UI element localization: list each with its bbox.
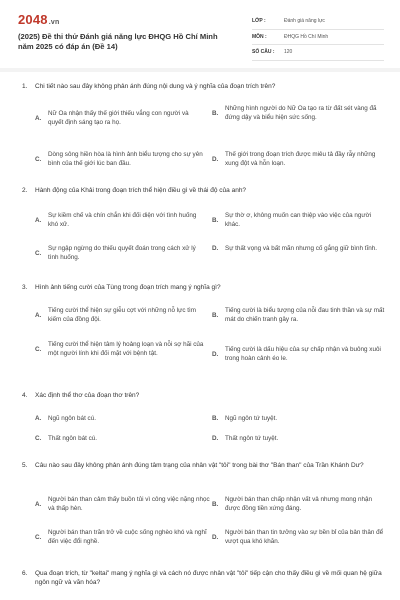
option-text: Sự thất vọng và bất mãn nhưng cố gắng giữ bình tĩnh.	[225, 245, 377, 252]
option-letter: A.	[35, 114, 42, 122]
option-letter: D.	[212, 155, 219, 163]
question-stem	[18, 391, 388, 400]
option-d[interactable]	[212, 345, 390, 363]
meta-row-class	[252, 14, 384, 30]
option-text: Ngũ ngôn bát cú.	[48, 415, 96, 422]
question-3	[18, 283, 388, 383]
option-a[interactable]	[35, 211, 207, 229]
question-text: Câu nào sau đây không phản ánh đúng tâm trạng của nhân vật "tôi" trong bài thơ "Bán than" của Trần Khánh Dư?	[35, 462, 364, 469]
option-d[interactable]	[212, 244, 378, 253]
option-text: Sự kiềm chế và chín chắn khi đối diện với tình huống khó xử.	[48, 212, 197, 228]
question-number: 4.	[22, 392, 28, 399]
question-1	[18, 82, 388, 177]
question-text: Qua đoạn trích, từ "keltai" mang ý nghĩa gì và cách nó được nhân vật "tôi" tiếp cận cho thấy điều gì về mối quan hệ giữa ngôn ngữ và văn hóa?	[35, 570, 382, 586]
option-letter: C.	[35, 533, 42, 541]
option-letter: A.	[35, 415, 42, 422]
meta-value: ĐHQG Hồ Chí Minh	[284, 33, 329, 40]
option-a[interactable]	[35, 495, 210, 513]
question-stem	[18, 186, 388, 195]
option-letter: C.	[35, 249, 42, 257]
question-text: Hành động của Khải trong đoạn trích thể hiện điều gì về thái độ của anh?	[35, 187, 247, 194]
meta-value: 120	[284, 49, 293, 56]
page-header	[0, 0, 400, 62]
option-letter: C.	[35, 155, 42, 163]
option-text: Thế giới trong đoạn trích được miêu tả đầy rẫy những xung đột và hỗn loạn.	[225, 151, 376, 167]
option-text: Dòng sông hiền hòa là hình ảnh biểu tượng cho sự yên bình của thế giới lúc ban đầu.	[48, 151, 203, 167]
logo-main: 2048	[18, 12, 48, 27]
question-stem	[18, 569, 388, 587]
question-text: Chi tiết nào sau đây không phản ánh đúng nội dung và ý nghĩa của đoạn trích trên?	[35, 83, 276, 90]
option-a[interactable]	[35, 414, 207, 423]
option-letter: B.	[212, 311, 219, 319]
option-text: Người bán than chấp nhận vất vả nhưng mong nhận được đồng tiền xứng đáng.	[225, 496, 372, 512]
question-2	[18, 186, 388, 271]
option-a[interactable]	[35, 109, 195, 127]
question-stem	[18, 82, 388, 91]
meta-row-subject	[252, 30, 384, 46]
option-letter: B.	[212, 216, 219, 224]
option-letter: D.	[212, 350, 219, 358]
option-text: Tiếng cười thể hiện tâm lý hoảng loạn và nỗi sợ hãi của một người lính khi đối mặt với bệnh tật.	[48, 341, 204, 357]
option-c[interactable]	[35, 244, 207, 262]
header-divider	[0, 68, 400, 72]
logo-suffix: .vn	[48, 19, 60, 26]
option-c[interactable]	[35, 434, 207, 443]
option-text: Thất ngôn bát cú.	[48, 435, 98, 442]
exam-title: (2025) Đề thi thử Đánh giá năng lực ĐHQG Hồ Chí Minh năm 2025 có đáp án (Đề 14)	[18, 32, 218, 51]
question-5	[18, 461, 388, 556]
option-letter: D.	[212, 435, 219, 442]
question-number: 2.	[22, 187, 28, 194]
question-stem	[18, 461, 388, 470]
question-number: 5.	[22, 462, 28, 469]
exam-meta-table	[252, 14, 384, 61]
option-b[interactable]	[212, 104, 382, 122]
option-text: Tiếng cười là dấu hiệu của sự chấp nhận và buông xuôi trong hoàn cảnh éo le.	[225, 346, 381, 362]
option-text: Tiếng cười thể hiện sự giễu cợt với những nỗ lực tìm kiếm của đồng đội.	[48, 307, 197, 323]
option-text: Sự ngập ngừng do thiếu quyết đoán trong cách xử lý tình huống.	[48, 245, 196, 261]
option-b[interactable]	[212, 495, 388, 513]
question-6	[18, 569, 388, 595]
option-d[interactable]	[212, 150, 382, 168]
option-b[interactable]	[212, 211, 378, 229]
meta-value: Đánh giá năng lực	[284, 18, 325, 25]
option-text: Tiếng cười là biểu tượng của nỗi đau tinh thần và sự mất mát do chiến tranh gây ra.	[225, 307, 385, 323]
option-letter: A.	[35, 311, 42, 319]
option-a[interactable]	[35, 306, 210, 324]
option-letter: B.	[212, 500, 219, 508]
option-b[interactable]	[212, 306, 390, 324]
question-text: Xác định thể thơ của đoạn thơ trên?	[35, 392, 140, 399]
question-number: 1.	[22, 83, 28, 90]
option-d[interactable]	[212, 434, 378, 443]
question-number: 6.	[22, 570, 28, 577]
meta-label: LỚP :	[252, 18, 266, 25]
option-letter: C.	[35, 345, 42, 353]
option-text: Ngũ ngôn tứ tuyệt.	[225, 415, 278, 422]
option-letter: A.	[35, 500, 42, 508]
option-text: Người bán than cảm thấy buồn tủi vì công việc nặng nhọc và thấp hèn.	[48, 496, 210, 512]
meta-label: MÔN :	[252, 33, 267, 40]
option-c[interactable]	[35, 150, 212, 168]
option-c[interactable]	[35, 340, 210, 358]
option-text: Thất ngôn tứ tuyệt.	[225, 435, 279, 442]
option-letter: D.	[212, 245, 219, 252]
option-c[interactable]	[35, 528, 210, 546]
option-letter: B.	[212, 415, 219, 422]
option-letter: D.	[212, 533, 219, 541]
option-text: Nữ Oa nhận thấy thế giới thiếu vắng con người và quyết định sáng tạo ra họ.	[48, 110, 189, 126]
question-text: Hình ảnh tiếng cười của Tùng trong đoạn trích mang ý nghĩa gì?	[35, 284, 221, 291]
meta-label: SỐ CÂU :	[252, 49, 275, 56]
option-text: Sự thờ ơ, không muốn can thiệp vào việc của người khác.	[225, 212, 372, 228]
option-b[interactable]	[212, 414, 378, 423]
option-d[interactable]	[212, 528, 388, 546]
option-letter: C.	[35, 435, 42, 442]
option-text: Những hình người do Nữ Oa tạo ra từ đất sét vàng đã đứng dậy và biểu hiện sức sống.	[225, 105, 377, 121]
question-4	[18, 391, 388, 451]
question-stem	[18, 283, 388, 292]
option-letter: A.	[35, 216, 42, 224]
option-letter: B.	[212, 109, 219, 117]
option-text: Người bán than tin tưởng vào sự bền bỉ của bản thân để vượt qua khó khăn.	[225, 529, 384, 545]
option-text: Người bán than trăn trở về cuộc sống nghèo khó và nghĩ đến việc đổi nghề.	[48, 529, 207, 545]
site-logo[interactable]	[18, 12, 59, 27]
question-number: 3.	[22, 284, 28, 291]
meta-row-count	[252, 45, 384, 61]
